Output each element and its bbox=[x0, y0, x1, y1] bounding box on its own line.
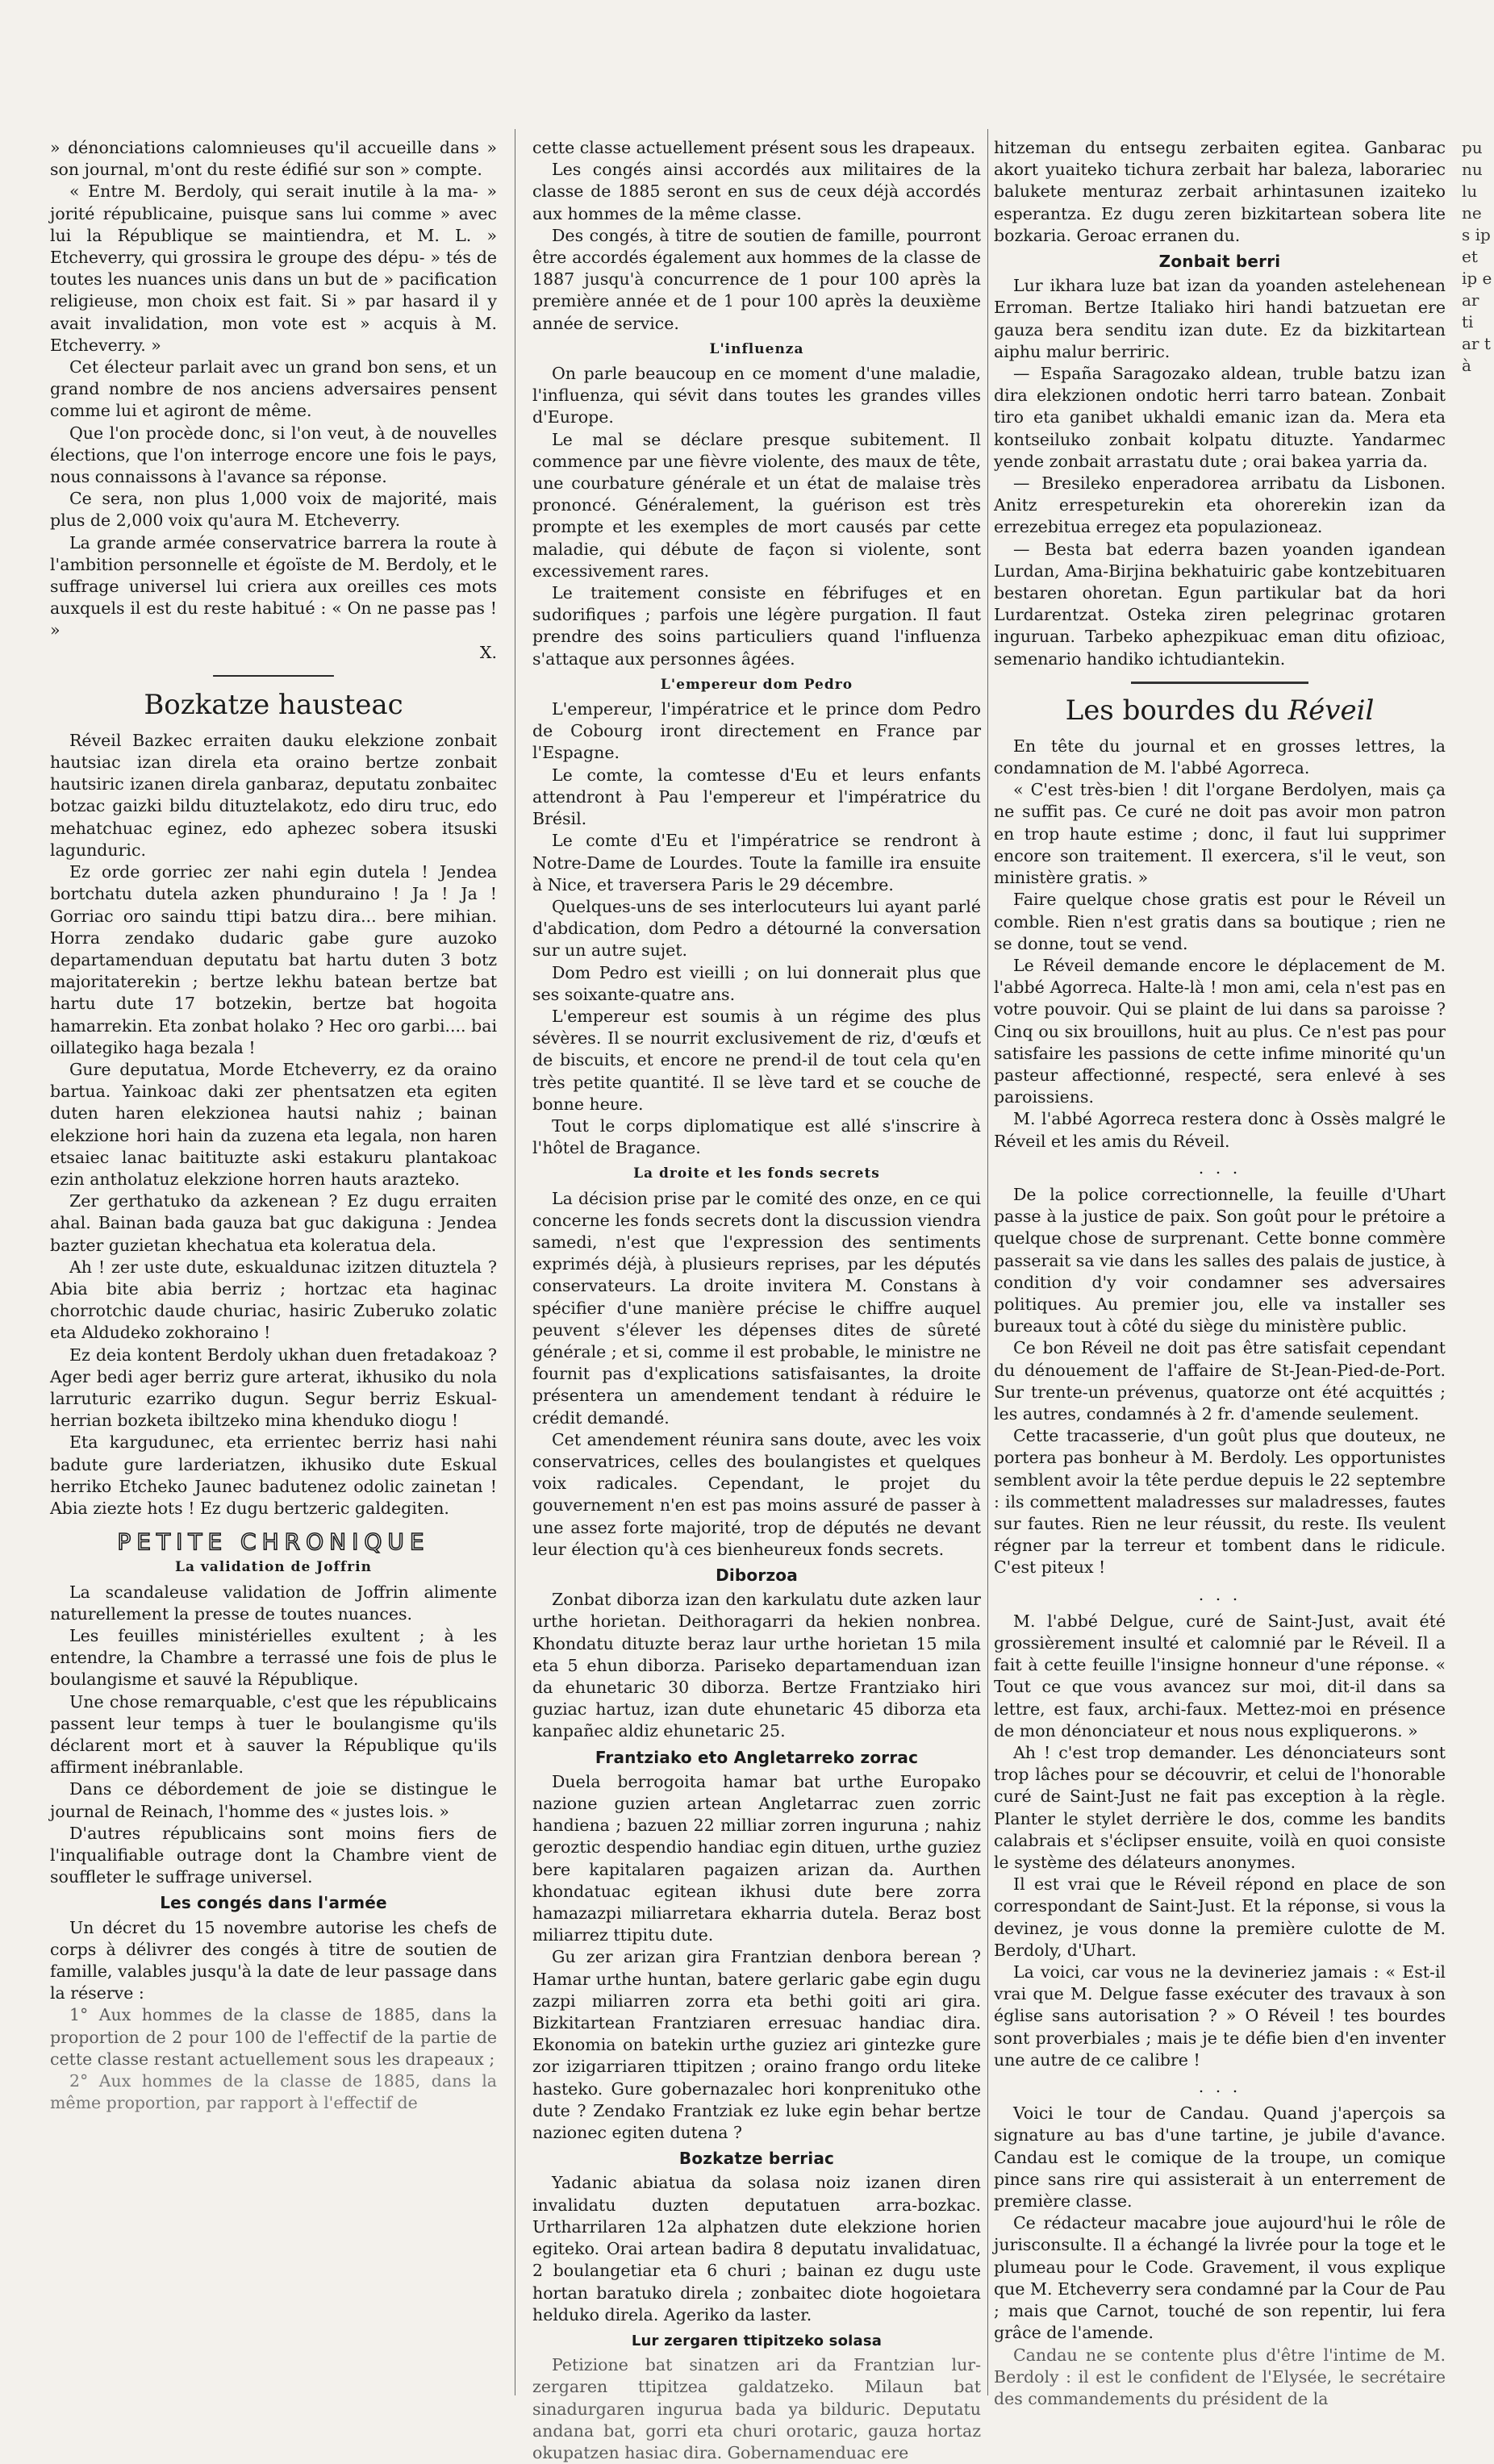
paragraph: Faire quelque chose gratis est pour le Réveil un comble. Rien n'est gratis dans sa boutique ; rien ne se donne, tout se vend. bbox=[994, 890, 1446, 953]
paragraph: Les congés ainsi accordés aux militaires de la classe de 1885 seront en sus de ceux déjà accordés aux hommes de la même classe. bbox=[532, 160, 981, 223]
paragraph: Yadanic abiatua da solasa noiz izanen diren invalidatu duzten deputatuen arra-bozkac. Urtharrilaren 12a alphatzen dute elekzione horien egiteko. Orai artean badira 8 deputatu invalidatuac, 2 boulangetiar eta 6 churi ; bainan ez dugu uste hortan baratuko direla ; zonbaitec diote hogoietara helduko direla. Ageriko da laster. bbox=[532, 2173, 981, 2324]
section-heading: Lur zergaren ttipitzeko solasa bbox=[631, 2332, 883, 2349]
paragraph: Dans ce débordement de joie se distingue le journal de Reinach, l'homme des « justes lois. » bbox=[50, 1779, 497, 1821]
paragraph: Eta kargudunec, eta errientec berriz hasi nahi badute gure larderiatzen, ikhusiko dute Eskual herriko Etcheko Jaunec badutenez odolic zainetan ! Abia ziezte hots ! Ez dugu bertzeric galdegiten. bbox=[50, 1432, 497, 1518]
paragraph: Ah ! c'est trop demander. Les dénonciateurs sont trop lâches pour se découvrir, et celui de l'honorable curé de Saint-Just ne fait pas exception à la règle. Planter le stylet derrière le dos, comme les bandits calabrais et s'éclipser ensuite, voilà en quoi consiste le système des délateurs anonymes. bbox=[994, 1743, 1446, 1873]
paragraph: Ce rédacteur macabre joue aujourd'hui le rôle de jurisconsulte. Il a échangé la livrée pour la toge et le plumeau pour le Code. Gravement, il vous explique que M. Etcheverry sera condamné par la Cour de Pau ; mais que Carnot, touché de son repentir, lui fera grâce de l'amende. bbox=[994, 2213, 1446, 2343]
paragraph: Un décret du 15 novembre autorise les chefs de corps à délivrer des congés à titre de soutien de famille, valables jusqu'à la date de leur passage dans la réserve : bbox=[50, 1917, 497, 2003]
paragraph: Ez orde gorriec zer nahi egin dutela ! Jendea bortchatu dutela azken phunduraino ! Ja ! Ja ! Gorriac oro saindu ttipi batzu dira... bere mihian. Horra zendako dudaric gabe gure auzoko departamenduan deputatu bat hartu duten 3 botz majoritaterekin ; bertze lekhu batean bertze bat hartu dute 17 botzekin, bertze bat hogoita hamarrekin. Eta zonbat holako ? Hec oro garbi.... bai oillategiko haga bezala ! bbox=[50, 862, 497, 1057]
separator-dots: . . . bbox=[1198, 1157, 1242, 1178]
paragraph: — España Saragozako aldean, truble batzu izan dira elekzionen ondotic herri tarro batean. Zonbait tiro eta ganibet ukhaldi emanic izan da. Mera eta kontseiluko zonbait kolpatu dituzte. Yandarmec yende zonbait arrastatu dute ; orai bakea yarria da. bbox=[994, 364, 1446, 471]
section-heading: Diborzoa bbox=[716, 1566, 798, 1585]
section-heading: Frantziako eto Angletarreko zorrac bbox=[595, 1747, 919, 1767]
paragraph: hitzeman du entsegu zerbaiten egitea. Ganbarac akort yuaiteko tichura zerbait har baleza, laborariec balukete menturaz zerbait arhintasunen izaiteko esperantza. Ez dugu zeren bizkitartean sobera lite bozkaria. Geroac erranen du. bbox=[994, 138, 1446, 245]
section-heading: La validation de Joffrin bbox=[175, 1559, 372, 1576]
paragraph: Tout le corps diplomatique est allé s'inscrire à l'hôtel de Bragance. bbox=[532, 1115, 981, 1158]
paragraph: — Besta bat ederra bazen yoanden igandean Lurdan, Ama-Birjina bekhatuiric gabe kontzebituaren bestaren ohoretan. Egun partikular bat da hori Lurdarentzat. Osteka ziren pelegrinac grotaren inguruan. Tarbeko aphezpikuac eman ditu ofizioac, semenario handiko ichtudiantekin. bbox=[994, 539, 1446, 669]
paragraph: 2° Aux hommes de la classe de 1885, dans la même proportion, par rapport à l'effectif de bbox=[50, 2071, 497, 2113]
paragraph: La scandaleuse validation de Joffrin alimente naturellement la presse de toutes nuances. bbox=[50, 1582, 497, 1624]
paragraph: La grande armée conservatrice barrera la route à l'ambition personnelle et égoïste de M. Berdoly, et le suffrage universel lui criera aux oreilles ces mots auxquels il est du reste habitué : « On ne passe pas ! » bbox=[50, 532, 497, 640]
section-heading: Bozkatze berriac bbox=[678, 2149, 835, 2169]
paragraph: Zer gerthatuko da azkenean ? Ez dugu erraiten ahal. Bainan bada gauza bat guc dakiguna : Jendea bazter guzietan khechatua eta koleratua dela. bbox=[50, 1191, 497, 1255]
paragraph: » dénonciations calomnieuses qu'il accueille dans » son journal, m'ont du reste édifié sur son » compte. bbox=[50, 138, 497, 180]
article-title-text: Les bourdes du bbox=[1065, 694, 1279, 727]
paragraph: Voici le tour de Candau. Quand j'aperçois sa signature au bas d'une tartine, je jubile d'avance. Candau est le comique de la troupe, un comique pince sans rire qui assisterait à un enterrement de première classe. bbox=[994, 2103, 1446, 2212]
paragraph: Candau ne se contente plus d'être l'intime de M. Berdoly : il est le confident de l'Elysée, le secrétaire des commandements du président de la bbox=[994, 2345, 1446, 2408]
paragraph: Réveil Bazkec erraiten dauku elekzione zonbait hautsiac izan direla eta oraino bertze zonbait hautsiric izanen direla ganbaraz, deputatu zonbaitec botzac gaizki bildu dituztelakotz, edo diru truc, edo mehatchuac eginez, edo aphezec sobera itsuski lagunduric. bbox=[50, 730, 497, 860]
paragraph: M. l'abbé Agorreca restera donc à Ossès malgré le Réveil et les amis du Réveil. bbox=[994, 1109, 1446, 1151]
paragraph: Petizione bat sinatzen ari da Frantzian lur-zergaren ttipitzea galdatzeko. Milaun bat sinadurgaren ingurua bada ya bilduric. Deputatu andana bat, gorri eta churi orotaric, gauza hortaz okupatzen hasiac dira. Gobernamenduac ere bbox=[532, 2355, 981, 2462]
paragraph: Le comte d'Eu et l'impératrice se rendront à Notre-Dame de Lourdes. Toute la famille ira ensuite à Nice, et traversera Paris le 29 décembre. bbox=[532, 831, 981, 894]
paragraph: 1° Aux hommes de la classe de 1885, dans la proportion de 2 pour 100 de l'effectif de la partie de cette classe restant actuellement sous les drapeaux ; bbox=[50, 2005, 497, 2069]
section-title: PETITE CHRONIQUE bbox=[117, 1528, 430, 1556]
paragraph: De la police correctionnelle, la feuille d'Uhart passe à la justice de paix. Son goût pour le prétoire a quelque chose de surprenant. Cette bonne commère passerait sa vie dans les salles des palais de justice, à condition d'y voir condamner ses adversaires politiques. Au premier jou, elle va installer ses bureaux tout à côté du siège du ministère public. bbox=[994, 1184, 1446, 1336]
paragraph: — Bresileko enperadorea arribatu da Lisbonen. Anitz errespeturekin eta ohorerekin izan da errezebitua erregez eta populazioneaz. bbox=[994, 473, 1446, 537]
paragraph: Zonbat diborza izan den karkulatu dute azken laur urthe horietan. Deithoragarri da hekien nonbrea. Khondatu dituzte beraz laur urthe horietan 15 mila eta 5 ehun diborza. Pariseko departamenduan izan da ehunetaric 30 diborza. Bertze Frantziako hiri guziac hartuz, izan dute ehunetaric 45 diborza eta kanpañec aldiz ehunetaric 25. bbox=[532, 1590, 981, 1741]
paragraph: cette classe actuellement présent sous les drapeaux. bbox=[532, 138, 976, 157]
paragraph: L'empereur est soumis à un régime des plus sévères. Il se nourrit exclusivement de riz, d'œufs et de biscuits, et encore ne prend-il de tout cela qu'en très petite quantité. Il se lève tard et se couche de bonne heure. bbox=[532, 1006, 981, 1114]
signature: X. bbox=[479, 642, 497, 662]
paragraph: Ah ! zer uste dute, eskualdunac izitzen dituztela ? Abia bite abia berriz ; hortzac eta haginac chorrotchic daude churiac, hasiric Zuberuko zolatic eta Aldudeko zokhoraino ! bbox=[50, 1257, 497, 1343]
paragraph: Le mal se déclare presque subitement. Il commence par une fièvre violente, des maux de tête, une courbature générale et un état de malaise très prononcé. Généralement, la guérison est très prompte et les exemples de mort causés par cette maladie, qui débute de façon si violente, sont excessivement rares. bbox=[532, 429, 981, 581]
paragraph: Cet électeur parlait avec un grand bon sens, et un grand nombre de nos anciens adversaires pensent comme lui et agiront de même. bbox=[50, 357, 497, 421]
column-rule bbox=[987, 129, 988, 2395]
ornament-rule bbox=[213, 673, 334, 678]
adjacent-page-edge: pu nu lu ne s ip et ip e ar ti ar t à bbox=[1462, 138, 1492, 375]
paragraph: Une chose remarquable, c'est que les républicains passent leur temps à tuer le boulangisme qu'ils déclarent mort et à sauver la République qu'ils affirment inébranlable. bbox=[50, 1691, 497, 1778]
paragraph: Des congés, à titre de soutien de famille, pourront être accordés également aux hommes de la classe de 1887 jusqu'à concurrence de 1 pour 100 après la première année et de 1 pour 100 après la deuxième année de service. bbox=[532, 225, 981, 333]
paragraph: D'autres républicains sont moins fiers de l'inqualifiable outrage dont la Chambre vient de souffleter le suffrage universel. bbox=[50, 1823, 497, 1887]
paragraph: Les feuilles ministérielles exultent ; à les entendre, la Chambre a terrassé une fois de plus le boulangisme et sauvé la République. bbox=[50, 1626, 497, 1690]
article-title bbox=[994, 692, 1446, 729]
paragraph: Gure deputatua, Morde Etcheverry, ez da oraino bartua. Yainkoac daki zer phentsatzen eta egiten duten haren elekzionea hautsi nahiz ; bainan elekzione hori hain da zuzena eta legala, non haren etsaiec lanac baitituzte aski estakuru plantakoac ezin antholatuz elekzione horren hauts arazteko. bbox=[50, 1059, 497, 1189]
paragraph: Duela berrogoita hamar bat urthe Europako nazione guzien artean Angletarrac zuen zorric handiena ; bazuen 22 milliar zorren inguruna ; nahiz geroztic despendio handiac egin dituen, urthe guziez bere kapitalaren pagaizen arizan da. Aurthen khondatuac egitean ikhusi dute bere zorra hamazazpi miliarretara ekharria dutela. Beraz bost miliarrez ttipitu dute. bbox=[532, 1771, 981, 1945]
paragraph: Gu zer arizan gira Frantzian denbora berean ? Hamar urthe huntan, batere gerlaric gabe egin dugu zazpi miliarren zorra eta bethi goiti ari gira. Bizkitartean Frantziaren erresuac handiac dira. Ekonomia on batekin urthe guziez ari gintezke gure zor izigarriaren ttipitzen ; oraino frango ordu liteke hasteko. Gure gobernazalec hori konprenituko othe dute ? Zendako Frantziak ez luke egin behar bertze nazionec egiten dutena ? bbox=[532, 1947, 981, 2143]
section-heading: L'influenza bbox=[709, 340, 804, 357]
column-2 bbox=[532, 137, 981, 2464]
paragraph: L'empereur, l'impératrice et le prince dom Pedro de Cobourg iront directement en France par l'Espagne. bbox=[532, 699, 981, 763]
paragraph: Lur ikhara luze bat izan da yoanden astelehenean Erroman. Bertze Italiako hiri handi batzuetan ere gauza bera senditu izan dute. Ez da bizkitartean aiphu malur berriric. bbox=[994, 276, 1446, 361]
section-heading: Les congés dans l'armée bbox=[160, 1893, 387, 1913]
section-rule bbox=[1131, 682, 1308, 684]
paragraph: « C'est très-bien ! dit l'organe Berdolyen, mais ça ne suffit pas. Ce curé ne doit pas avoir mon patron en trop haute estime ; donc, il faut lui supprimer encore son traitement. Il exercera, s'il le veut, son ministère gratis. » bbox=[994, 780, 1446, 888]
paragraph: Cet amendement réunira sans doute, avec les voix conservatrices, celles des boulangistes et quelques voix radicales. Cependant, le projet du gouvernement n'en est pas moins assuré de passer à une assez forte majorité, trop de députés ne devant leur élection qu'à ces bienheureux fonds secrets. bbox=[532, 1429, 981, 1559]
column-3 bbox=[994, 137, 1446, 2410]
paragraph: Le traitement consiste en fébrifuges et en sudorifiques ; parfois une légère purgation. Il faut prendre des soins particuliers quand l'influenza s'attaque aux personnes âgées. bbox=[532, 583, 981, 669]
paragraph: M. l'abbé Delgue, curé de Saint-Just, avait été grossièrement insulté et calomnié par le Réveil. Il a fait à cette feuille l'insigne honneur d'une réponse. « Tout ce que vous avancez sur moi, dit-il dans sa lettre, est faux, archi-faux. Mettez-moi en présence de mon dénonciateur et nous nous expliquerons. » bbox=[994, 1611, 1446, 1741]
paragraph: La voici, car vous ne la devineriez jamais : « Est-il vrai que M. Delgue fasse exécuter des travaux à son église sans autorisation ? » O Réveil ! tes bourdes sont proverbiales ; mais je te défie bien d'en inventer une autre de ce calibre ! bbox=[994, 1962, 1446, 2070]
paragraph: Il est vrai que le Réveil répond en place de son correspondant de Saint-Just. Et la réponse, si vous la devinez, je vous donne la première culotte de M. Berdoly, d'Uhart. bbox=[994, 1874, 1446, 1960]
separator-dots: . . . bbox=[1198, 1584, 1242, 1604]
paragraph: On parle beaucoup en ce moment d'une maladie, l'influenza, qui sévit dans toutes les grandes villes d'Europe. bbox=[532, 364, 981, 427]
section-heading: La droite et les fonds secrets bbox=[633, 1165, 880, 1182]
paragraph: « Entre M. Berdoly, qui serait inutile à la ma- » jorité républicaine, puisque sans lui comme » avec lui la République se maintiendra, et M. L. » Etcheverry, qui grossira le groupe des dépu- » tés de toutes les nuances unis dans un but de » pacification religieuse, mon choix est fait. Si » par hasard il y avait invalidation, mon vote est » acquis à M. Etcheverry. » bbox=[50, 181, 497, 355]
column-1 bbox=[50, 137, 497, 2114]
paragraph: Quelques-uns de ses interlocuteurs lui ayant parlé d'abdication, dom Pedro a détourné la conversation sur un autre sujet. bbox=[532, 896, 981, 961]
paragraph: Cette tracasserie, d'un goût plus que douteux, ne portera pas bonheur à M. Berdoly. Les opportunistes semblent avoir la tête perdue depuis le 22 septembre : ils commettent maladresses sur maladresses, fautes sur fautes. Rien ne leur réussit, du reste. Ils veulent régner par la terreur et tombent dans le ridicule. C'est piteux ! bbox=[994, 1426, 1446, 1578]
section-heading: Zonbait berri bbox=[1158, 252, 1281, 272]
paragraph: Dom Pedro est vieilli ; on lui donnerait plus que ses soixante-quatre ans. bbox=[532, 962, 981, 1004]
paragraph: Que l'on procède donc, si l'on veut, à de nouvelles élections, que l'on interroge encore une fois le pays, nous connaissons à l'avance sa réponse. bbox=[50, 423, 497, 487]
paragraph: Le Réveil demande encore le déplacement de M. l'abbé Agorreca. Halte-là ! mon ami, cela n'est pas en votre pouvoir. Qui se plaint de lui dans sa paroisse ? Cinq ou six brouillons, huit au plus. Ce n'est pas pour satisfaire les passions de cette infime minorité qu'un pasteur affectionné, respecté, sera enlevé à ses paroissiens. bbox=[994, 955, 1446, 1107]
section-heading: L'empereur dom Pedro bbox=[660, 676, 853, 693]
paragraph: Ce sera, non plus 1,000 voix de majorité, mais plus de 2,000 voix qu'aura M. Etcheverry. bbox=[50, 489, 497, 531]
paragraph: La décision prise par le comité des onze, en ce qui concerne les fonds secrets dont la discussion viendra samedi, n'est que l'expression des sentiments exprimés déjà, à plusieurs reprises, par les députés conservateurs. La droite invitera M. Constans à spécifier d'une manière précise le chiffre auquel peuvent s'élever les dépenses dites de sûreté générale ; et si, comme il est probable, le ministre ne fournit pas d'explications satisfaisantes, la droite présentera un amendement tendant à réduire le crédit demandé. bbox=[532, 1188, 981, 1428]
paragraph: Ez deia kontent Berdoly ukhan duen fretadakoaz ? Ager bedi ager berriz gure arterat, ikhusiko du nola larruturic ezarriko dugun. Segur berriz Eskual-herrian bozketa ibiltzeko mina khenduko diogu ! bbox=[50, 1345, 497, 1431]
paragraph: En tête du journal et en grosses lettres, la condamnation de M. l'abbé Agorreca. bbox=[994, 736, 1446, 778]
article-title: Bozkatze hausteac bbox=[144, 688, 403, 721]
separator-dots: . . . bbox=[1198, 2077, 1242, 2097]
paragraph: Ce bon Réveil ne doit pas être satisfait cependant du dénouement de l'affaire de St-Jean-Pied-de-Port. Sur trente-un prévenus, quatorze ont été acquittés ; les autres, condamnés à 2 fr. d'amende seulement. bbox=[994, 1338, 1446, 1424]
paragraph: Le comte, la comtesse d'Eu et leurs enfants attendront à Pau l'empereur et l'impératrice du Brésil. bbox=[532, 765, 981, 829]
article-title-newspaper: Réveil bbox=[1287, 694, 1375, 727]
